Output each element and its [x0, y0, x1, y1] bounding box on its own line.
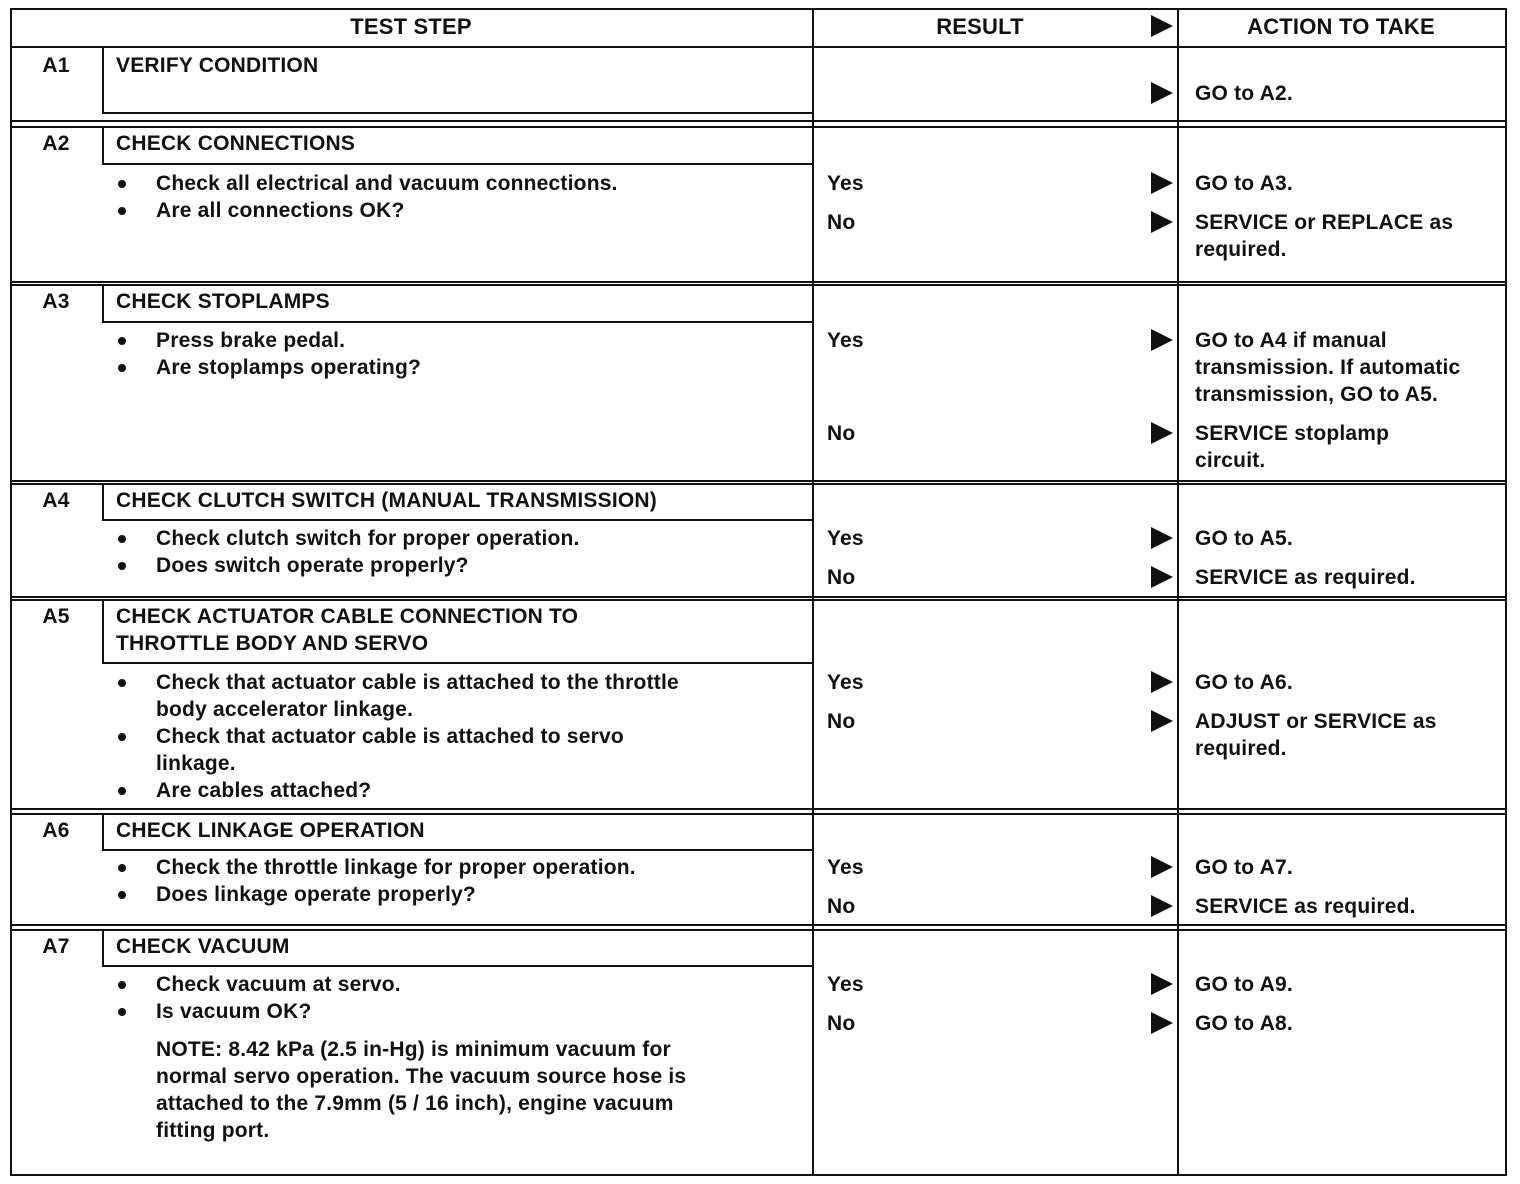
arrow-icon — [1151, 856, 1173, 878]
note-text: NOTE: 8.42 kPa (2.5 in-Hg) is minimum vacuum for — [156, 1038, 671, 1061]
step-id: A5 — [42, 605, 70, 628]
action-text: GO to A6. — [1195, 671, 1293, 694]
result-yes: Yes — [827, 172, 864, 195]
row-bottom-rule — [812, 924, 1507, 926]
result-yes: Yes — [827, 527, 864, 550]
result-yes: Yes — [827, 856, 864, 879]
title-bottom-rule — [102, 163, 814, 165]
question-text: Does switch operate properly? — [156, 554, 469, 577]
question-text: Are stoplamps operating? — [156, 356, 422, 379]
arrow-icon — [1151, 1012, 1173, 1034]
result-yes: Yes — [827, 973, 864, 996]
step-id: A3 — [42, 290, 70, 313]
row-top-rule — [10, 126, 1507, 128]
id-divider — [102, 284, 104, 321]
step-title: THROTTLE BODY AND SERVO — [116, 632, 429, 655]
bullet-icon — [118, 787, 126, 795]
action-text: SERVICE stoplamp — [1195, 422, 1390, 445]
row-bottom-rule — [812, 120, 1507, 122]
row-bottom-rule — [10, 281, 814, 283]
arrow-icon — [1151, 172, 1173, 194]
question-text: Does linkage operate properly? — [156, 883, 476, 906]
action-text: required. — [1195, 737, 1287, 760]
id-divider — [102, 126, 104, 163]
header-bottom-rule — [10, 46, 1507, 48]
bullet-icon — [118, 337, 126, 345]
header-action: ACTION TO TAKE — [1247, 14, 1435, 39]
bullet-icon — [118, 180, 126, 188]
question-text: Are all connections OK? — [156, 199, 405, 222]
check-text: Check all electrical and vacuum connections. — [156, 172, 618, 195]
action-text: SERVICE or REPLACE as — [1195, 211, 1454, 234]
arrow-icon — [1151, 527, 1173, 549]
action-text: GO to A5. — [1195, 527, 1293, 550]
note-text: normal servo operation. The vacuum source hose is — [156, 1065, 687, 1088]
title-bottom-rule — [102, 662, 814, 664]
arrow-icon — [1151, 895, 1173, 917]
id-divider — [102, 483, 104, 519]
step-title: CHECK LINKAGE OPERATION — [116, 819, 425, 842]
result-no: No — [827, 1012, 856, 1035]
title-bottom-rule — [102, 965, 814, 967]
row-top-rule — [10, 284, 1507, 286]
step-title: VERIFY CONDITION — [116, 54, 319, 77]
arrow-icon — [1151, 566, 1173, 588]
row-bottom-rule — [812, 281, 1507, 283]
arrow-icon — [1151, 422, 1173, 444]
row-bottom-rule — [812, 596, 1507, 598]
step-title: CHECK CLUTCH SWITCH (MANUAL TRANSMISSION) — [116, 489, 657, 512]
step-id: A2 — [42, 132, 70, 155]
note-text: attached to the 7.9mm (5 / 16 inch), engine vacuum — [156, 1092, 674, 1115]
check-text: Check the throttle linkage for proper operation. — [156, 856, 636, 879]
arrow-icon — [1151, 973, 1173, 995]
title-bottom-rule — [102, 112, 814, 114]
bullet-icon — [118, 364, 126, 372]
arrow-icon — [1151, 710, 1173, 732]
title-bottom-rule — [102, 321, 814, 323]
note-text: fitting port. — [156, 1119, 270, 1142]
action-text: GO to A2. — [1195, 82, 1293, 105]
id-divider — [102, 813, 104, 849]
step-title: CHECK ACTUATOR CABLE CONNECTION TO — [116, 605, 579, 628]
action-text: GO to A3. — [1195, 172, 1293, 195]
id-divider — [102, 929, 104, 965]
row-bottom-rule — [10, 120, 814, 122]
header-test-step: TEST STEP — [350, 14, 472, 39]
header-arrow — [1151, 15, 1173, 37]
rule-line — [10, 8, 12, 1176]
check-text: Check vacuum at servo. — [156, 973, 401, 996]
bullet-icon — [118, 562, 126, 570]
row-bottom-rule — [10, 480, 814, 482]
check-text: Press brake pedal. — [156, 329, 346, 352]
step-title: CHECK CONNECTIONS — [116, 132, 356, 155]
action-text: GO to A9. — [1195, 973, 1293, 996]
check-text: Check clutch switch for proper operation. — [156, 527, 580, 550]
bullet-icon — [118, 1008, 126, 1016]
action-text: circuit. — [1195, 449, 1266, 472]
step-id: A1 — [42, 54, 70, 77]
arrow-icon — [1151, 329, 1173, 351]
row-bottom-rule — [812, 480, 1507, 482]
arrow-icon — [1151, 211, 1173, 233]
action-text: transmission. If automatic — [1195, 356, 1461, 379]
bullet-icon — [118, 679, 126, 687]
row-bottom-rule — [10, 924, 814, 926]
step-id: A6 — [42, 819, 70, 842]
question-text: Are cables attached? — [156, 779, 372, 802]
header-result: RESULT — [936, 14, 1024, 39]
result-no: No — [827, 211, 856, 234]
action-text: transmission, GO to A5. — [1195, 383, 1439, 406]
check-text: Check that actuator cable is attached to servo — [156, 725, 624, 748]
rule-line — [1505, 8, 1507, 1176]
check-text: linkage. — [156, 752, 236, 775]
step-id: A7 — [42, 935, 70, 958]
row-top-rule — [10, 599, 1507, 601]
action-text: GO to A4 if manual — [1195, 329, 1387, 352]
id-divider — [102, 599, 104, 662]
row-bottom-rule — [10, 808, 814, 810]
result-no: No — [827, 566, 856, 589]
row-bottom-rule — [812, 808, 1507, 810]
step-id: A4 — [42, 489, 70, 512]
result-yes: Yes — [827, 329, 864, 352]
row-bottom-rule — [10, 596, 814, 598]
action-text: SERVICE as required. — [1195, 895, 1416, 918]
arrow-icon — [1151, 671, 1173, 693]
question-text: Is vacuum OK? — [156, 1000, 312, 1023]
bullet-icon — [118, 207, 126, 215]
id-divider — [102, 48, 104, 112]
title-bottom-rule — [102, 849, 814, 851]
bullet-icon — [118, 981, 126, 989]
bullet-icon — [118, 864, 126, 872]
action-text: SERVICE as required. — [1195, 566, 1416, 589]
arrow-icon — [1151, 82, 1173, 104]
row-top-rule — [10, 813, 1507, 815]
action-text: GO to A8. — [1195, 1012, 1293, 1035]
action-text: ADJUST or SERVICE as — [1195, 710, 1437, 733]
title-bottom-rule — [102, 519, 814, 521]
result-no: No — [827, 710, 856, 733]
check-text: Check that actuator cable is attached to the throttle — [156, 671, 679, 694]
bullet-icon — [118, 733, 126, 741]
rule-line — [1177, 8, 1179, 1176]
row-top-rule — [10, 483, 1507, 485]
row-top-rule — [10, 929, 1507, 931]
row-bottom-rule — [812, 1174, 1507, 1176]
result-no: No — [827, 895, 856, 918]
step-title: CHECK STOPLAMPS — [116, 290, 330, 313]
result-no: No — [827, 422, 856, 445]
header-top-rule — [10, 8, 1507, 10]
check-text: body accelerator linkage. — [156, 698, 414, 721]
rule-line — [812, 8, 814, 1176]
bullet-icon — [118, 891, 126, 899]
row-bottom-rule — [10, 1174, 814, 1176]
bullet-icon — [118, 535, 126, 543]
step-title: CHECK VACUUM — [116, 935, 290, 958]
result-yes: Yes — [827, 671, 864, 694]
action-text: GO to A7. — [1195, 856, 1293, 879]
action-text: required. — [1195, 238, 1287, 261]
